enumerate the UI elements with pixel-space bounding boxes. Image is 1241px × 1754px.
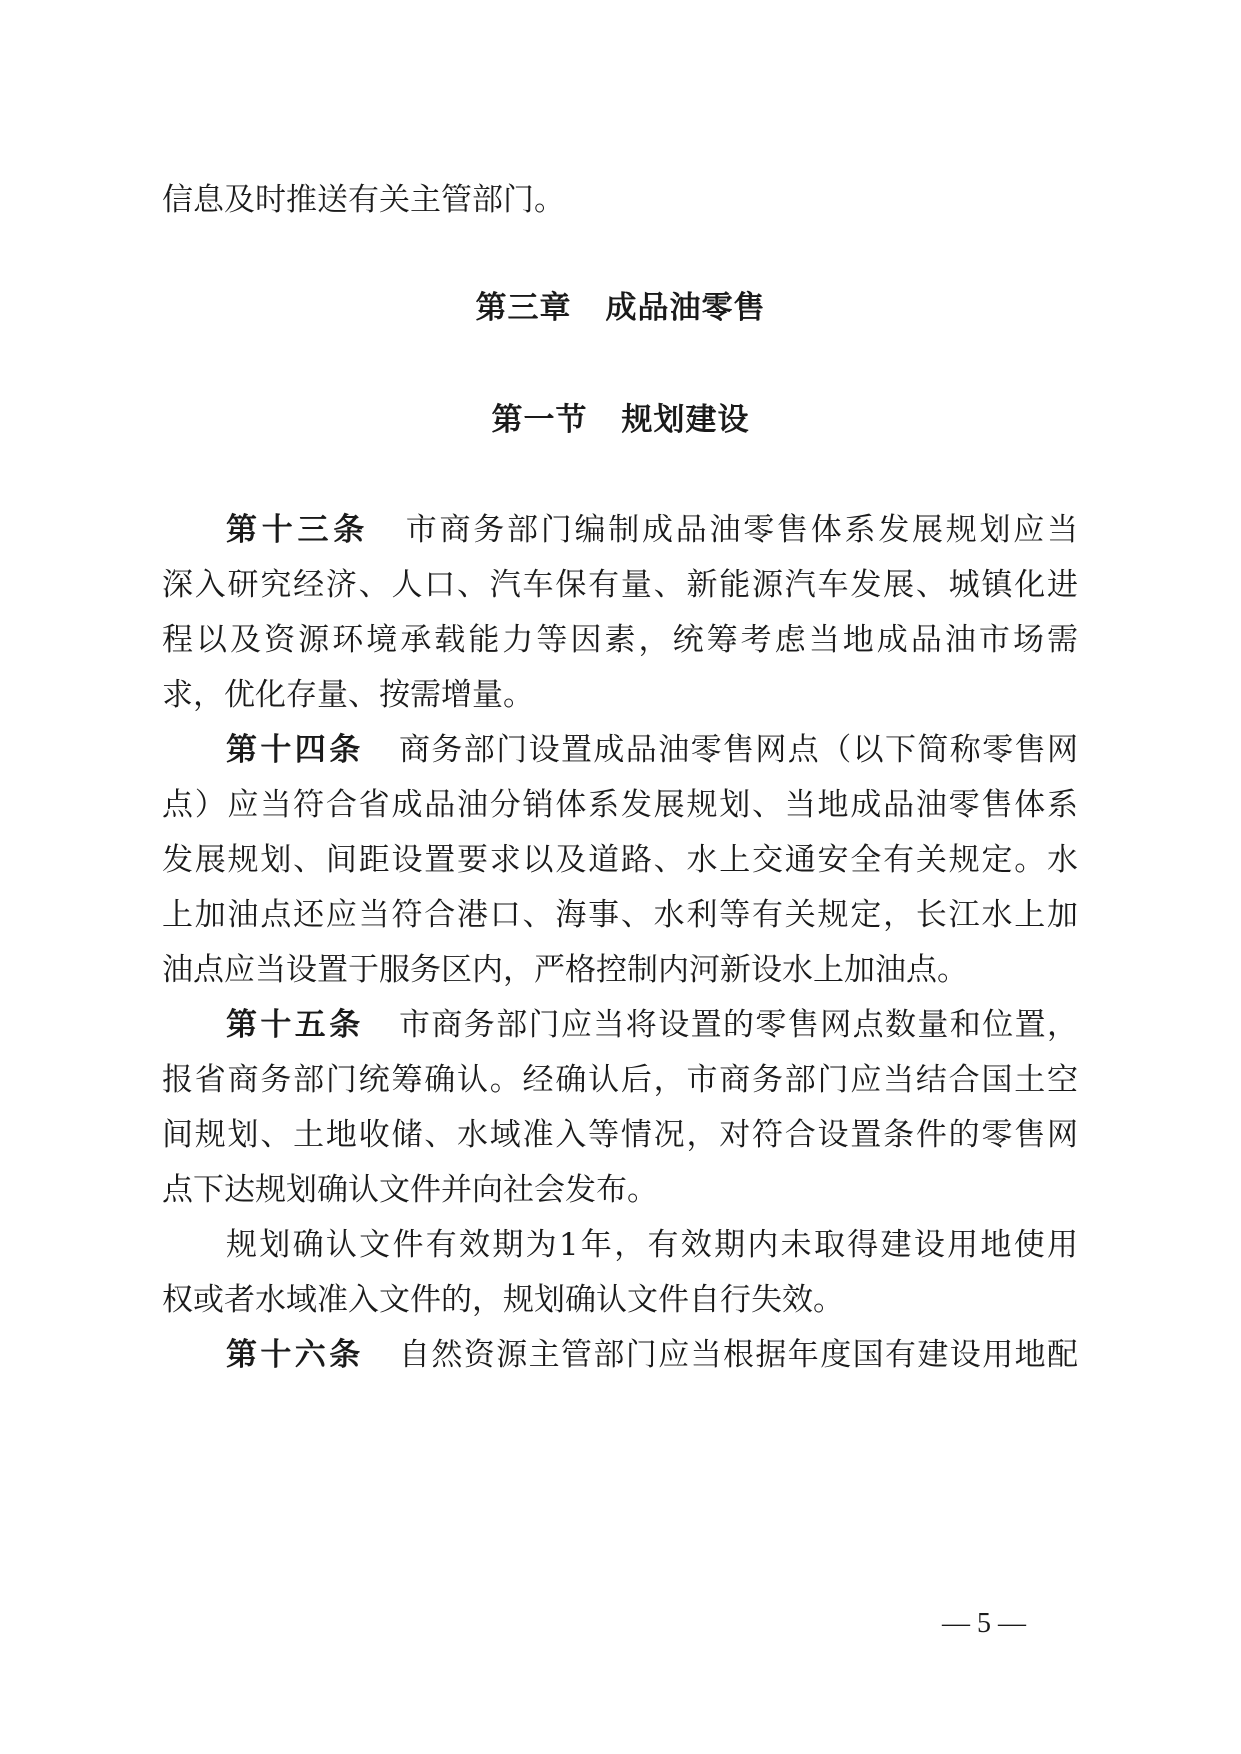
section-heading	[0, 400, 1241, 440]
page-number: — 5 —	[942, 1608, 1026, 1639]
article-14-number: 第十四条	[226, 732, 364, 768]
intro-line: 信息及时推送有关主管部门。	[162, 182, 565, 218]
article-15-text: 市商务部门应当将设置的零售网点数量和位置，	[397, 1007, 1078, 1043]
article-15-line: 报省商务部门统筹确认。经确认后，市商务部门应当结合国土空	[162, 1062, 1078, 1098]
article-16-first-line	[226, 1335, 1078, 1375]
article-16-number: 第十六条	[226, 1337, 364, 1373]
section-number: 第一节	[491, 402, 588, 438]
chapter-number: 第三章	[475, 290, 572, 326]
article-14-text: 商务部门设置成品油零售网点（以下简称零售网	[397, 732, 1078, 768]
article-15-line: 点下达规划确认文件并向社会发布。	[162, 1172, 658, 1208]
article-13-line: 深入研究经济、人口、汽车保有量、新能源汽车发展、城镇化进	[162, 567, 1078, 603]
article-14-line: 点）应当符合省成品油分销体系发展规划、当地成品油零售体系	[162, 787, 1078, 823]
article-15-number: 第十五条	[226, 1007, 364, 1043]
article-14-line: 发展规划、间距设置要求以及道路、水上交通安全有关规定。水	[162, 842, 1078, 878]
article-15-first-line	[226, 1005, 1078, 1045]
article-14-line: 油点应当设置于服务区内，严格控制内河新设水上加油点。	[162, 952, 968, 988]
article-13-line: 求，优化存量、按需增量。	[162, 677, 534, 713]
article-16-text: 自然资源主管部门应当根据年度国有建设用地配	[397, 1337, 1078, 1373]
validity-paragraph-line: 权或者水域准入文件的，规划确认文件自行失效。	[162, 1282, 844, 1318]
article-13-text: 市商务部门编制成品油零售体系发展规划应当	[403, 512, 1078, 548]
section-title: 规划建设	[621, 402, 750, 438]
chapter-title: 成品油零售	[605, 290, 766, 326]
article-14-first-line	[226, 730, 1078, 770]
article-14-line: 上加油点还应当符合港口、海事、水利等有关规定，长江水上加	[162, 897, 1078, 933]
chapter-heading	[0, 288, 1241, 328]
article-13-line: 程以及资源环境承载能力等因素，统筹考虑当地成品油市场需	[162, 622, 1078, 658]
article-13-number: 第十三条	[226, 512, 369, 548]
validity-paragraph-line: 规划确认文件有效期为1年，有效期内未取得建设用地使用	[226, 1227, 1078, 1263]
article-15-line: 间规划、土地收储、水域准入等情况，对符合设置条件的零售网	[162, 1117, 1078, 1153]
article-13-first-line	[226, 510, 1078, 550]
